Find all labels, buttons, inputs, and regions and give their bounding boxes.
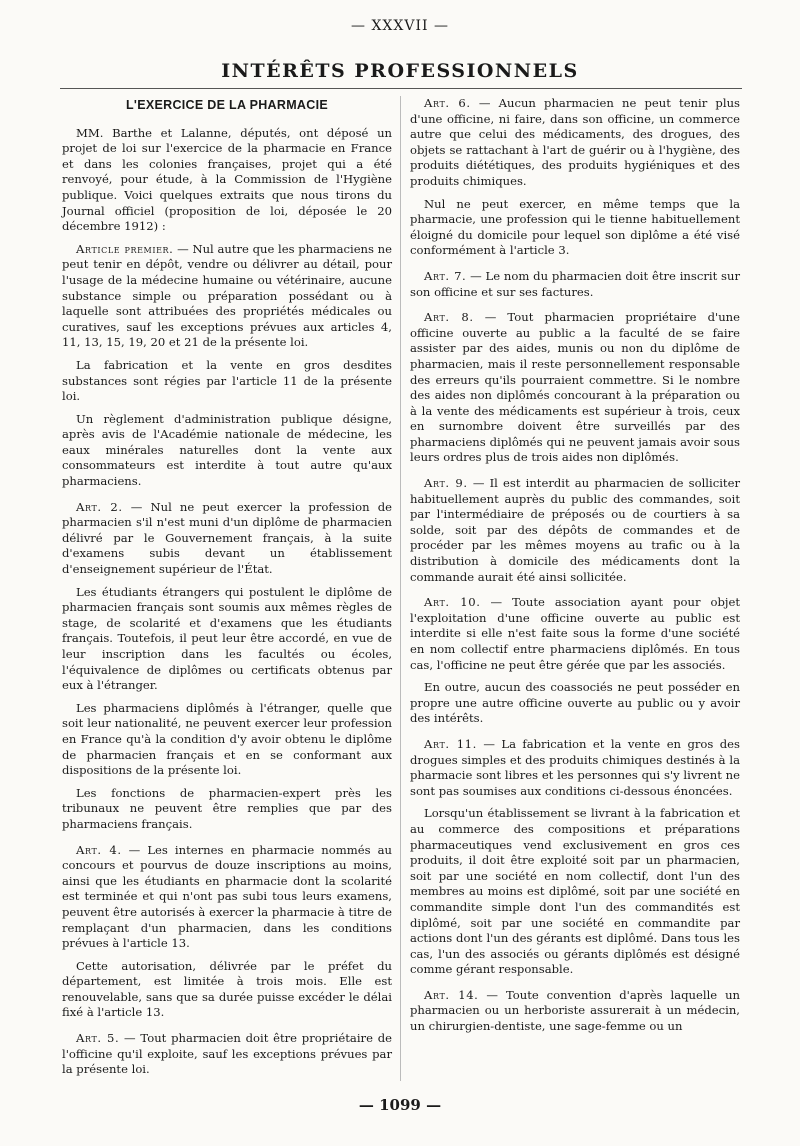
article-6-paragraph-2: Nul ne peut exercer, en même temps que la pharmacie, une profession qui le tienne habituellement éloigné du domicile pour lequel son diplôme a été visé conformément à l'article 3. [410, 196, 740, 258]
article-6-paragraph [410, 96, 740, 190]
article-11-text: — La fabrication et la vente en gros des drogues simples et des produits chimiques destinés à la pharmacie sont libres et les personnes qui s'y livrent ne sont pas soumises aux conditions ci-dessous énoncées. [410, 736, 740, 798]
article-1-paragraph [62, 242, 392, 351]
article-1-text: — Nul autre que les pharmaciens ne peut tenir en dépôt, vendre ou délivrer au détail, pour l'usage de la médecine humaine ou vétérinaire, aucune substance simple ou préparation possédant ou à laquelle sont attribuées des propriétés médicales ou curatives, sauf les exceptions prévues aux articles 4, 11, 13, 15, 19, 20 et 21 de la présente loi. [62, 241, 392, 350]
article-11-lead: Art. 11. [424, 736, 477, 751]
article-2-lead: Art. 2. [76, 499, 123, 514]
article-4-text: — Les internes en pharmacie nommés au concours et pourvus de douze inscriptions au moins, ainsi que les étudiants en pharmacie dont la scolarité est terminée et qui n'ont pas subi tous leurs examens, peuvent être autorisés à exercer la pharmacie à titre de remplaçant d'un pharmacien, dans les conditions prévues à l'article 13. [62, 842, 392, 951]
section-title: INTÉRÊTS PROFESSIONNELS [221, 60, 579, 82]
article-14-text: — Toute convention d'après laquelle un pharmacien ou un herboriste assurerait à un médecin, un chirurgien-dentiste, une sage-femme ou un [410, 987, 741, 1034]
article-7-lead: Art. 7. [424, 268, 467, 283]
article-9-text: — Il est interdit au pharmacien de solliciter habituellement auprès du public des commandes, soit par l'intermédiaire de préposés ou de courtiers à sa solde, soit par des dépôts de commandes et de procéder par les mêmes moyens au trafic ou à la distribution à domicile des médicaments dont la commande aurait été ainsi sollicitée. [410, 476, 740, 584]
article-1-paragraph-2: La fabrication et la vente en gros desdites substances sont régies par l'article 11 de la présente loi. [62, 357, 392, 404]
article-4-paragraph-2: Cette autorisation, délivrée par le préfet du département, est limitée à trois mois. Elle est renouvelable, sans que sa durée puisse excéder le délai fixé à l'article 13. [62, 958, 392, 1020]
article-2-text: — Nul ne peut exercer la profession de pharmacien s'il n'est muni d'un diplôme de pharmacien délivré par le Gouvernement français, à la suite d'examens subis devant un établissement d'enseignement supérieur de l'État. [62, 499, 392, 577]
title-rule [60, 88, 742, 89]
article-5-lead: Art. 5. [76, 1031, 120, 1046]
article-9-paragraph [410, 476, 740, 585]
page-number: — 1099 — [358, 1096, 442, 1114]
article-4-paragraph [62, 843, 392, 952]
article-11-paragraph-2: Lorsqu'un établissement se livrant à la fabrication et au commerce des compositions et préparations pharmaceutiques vend exclusivement en gros ces produits, il doit être exploité soit par un pharmacien, soit par une société en nom collectif, dont l'un des membres au moins est diplômé, soit par une société en commandite simple dont l'un des commandités est diplômé, soit par une société en commandite par actions dont l'un des gérants est diplômé. Dans tous les cas, l'un des associés ou gérants diplômés est désigné comme gérant responsable. [410, 806, 740, 977]
intro-paragraph: MM. Barthe et Lalanne, députés, ont déposé un projet de loi sur l'exercice de la pharmacie en France et dans les colonies françaises, projet qui a été renvoyé, pour étude, à la Commission de l'Hygiène publique. Voici quelques extraits que nous tirons du Journal officiel (proposition de loi, déposée le 20 décembre 1912) : [62, 125, 392, 234]
article-14-paragraph [410, 988, 740, 1035]
article-2-paragraph-3: Les pharmaciens diplômés à l'étranger, quelle que soit leur nationalité, ne peuvent exercer leur profession en France qu'à la condition d'y avoir obtenu le diplôme de pharmacien français et en se conformant aux dispositions de la présente loi. [62, 700, 392, 778]
article-14-lead: Art. 14. [424, 987, 479, 1002]
article-1-lead: Article premier. [76, 241, 174, 256]
article-9-lead: Art. 9. [424, 476, 468, 491]
article-1-paragraph-3: Un règlement d'administration publique désigne, après avis de l'Académie nationale de médecine, les eaux minérales naturelles dont la vente aux consommateurs est interdite à tout autre qu'aux pharmaciens. [62, 411, 392, 489]
article-5-paragraph [62, 1031, 392, 1078]
page-roman-numeral: — XXXVII — [351, 18, 449, 34]
article-2-paragraph-4: Les fonctions de pharmacien-expert près les tribunaux ne peuvent être remplies que par des pharmaciens français. [62, 785, 392, 831]
article-8-paragraph [410, 310, 740, 466]
article-2-paragraph-2: Les étudiants étrangers qui postulent le diplôme de pharmacien français sont soumis aux mêmes règles de stage, de scolarité et d'examens que les étudiants français. Toutefois, il peut leur être accordé, en vue de leur inscription dans les facultés ou écoles, l'équivalence de diplômes ou certificats obtenus par eux à l'étranger. [62, 584, 392, 693]
article-4-lead: Art. 4. [76, 842, 122, 857]
article-6-lead: Art. 6. [424, 96, 471, 110]
left-column [62, 96, 392, 1085]
article-10-text: — Toute association ayant pour objet l'exploitation d'une officine ouverte au public est interdite si elle n'est faite sous la forme d'une société en nom collectif entre pharmaciens diplômés. En tous cas, l'officine ne peut être gérée que par les associés. [410, 595, 741, 672]
article-title: L'EXERCICE DE LA PHARMACIE [126, 98, 328, 112]
article-8-text: — Tout pharmacien propriétaire d'une officine ouverte au public a la faculté de se faire assister par des aides, munis ou non du diplôme de pharmacien, mais il reste personnellement responsable des erreurs qu'ils pourraient commettre. Si le nombre des aides non diplômés concourant à la préparation ou à la vente des médicaments est supérieur à trois, ceux en surnombre doivent être surveillés par des pharmaciens diplômés qui ne peuvent jamais avoir sous leurs ordres plus de trois aides non diplômés. [410, 310, 740, 465]
article-6-text: — Aucun pharmacien ne peut tenir plus d'une officine, ni faire, dans son officine, un commerce autre que celui des médicaments, des drogues, des objets se rattachant à l'art de guérir ou à l'hygiène, des produits diététiques, des produits hygiéniques et des produits chimiques. [410, 96, 740, 188]
article-7-text: — Le nom du pharmacien doit être inscrit sur son officine et sur ses factures. [410, 268, 740, 299]
article-8-lead: Art. 8. [424, 310, 474, 325]
article-7-paragraph [410, 269, 740, 300]
column-divider [400, 96, 401, 1081]
article-11-paragraph [410, 737, 740, 799]
article-10-lead: Art. 10. [424, 595, 481, 610]
article-5-text: — Tout pharmacien doit être propriétaire de l'officine qu'il exploite, sauf les exceptions prévues par la présente loi. [62, 1031, 392, 1077]
right-column [410, 96, 740, 1042]
article-10-paragraph-2: En outre, aucun des coassociés ne peut posséder en propre une autre officine ouverte au public ou y avoir des intérêts. [410, 680, 740, 726]
article-10-paragraph [410, 595, 740, 673]
article-2-paragraph [62, 500, 392, 578]
